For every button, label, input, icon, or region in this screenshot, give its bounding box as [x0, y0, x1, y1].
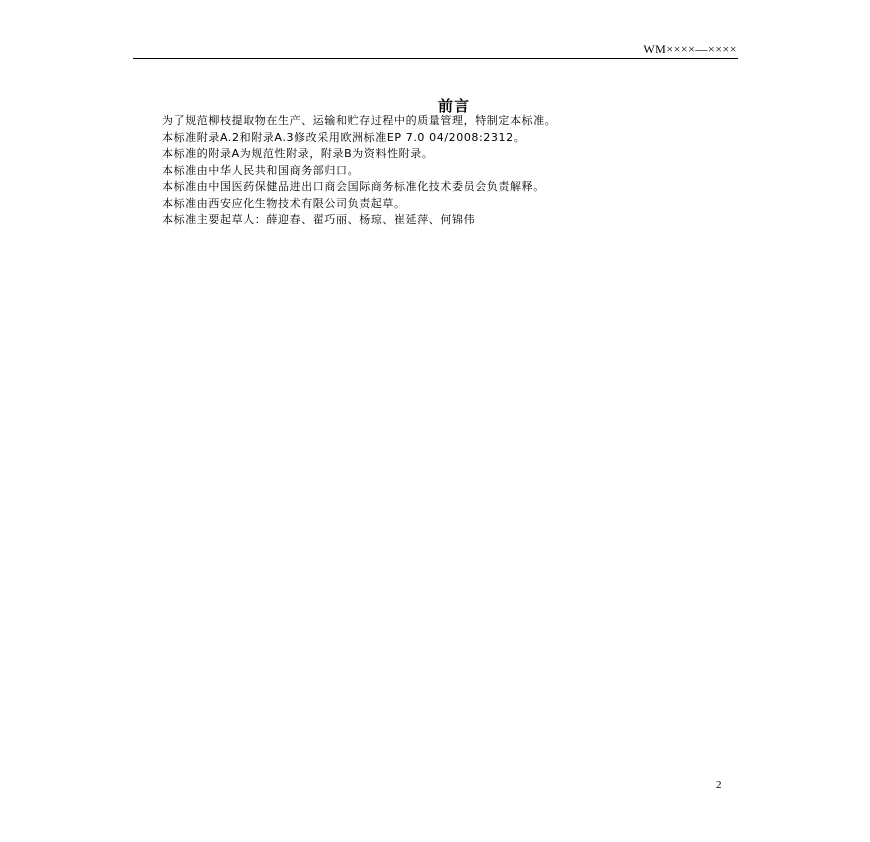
paragraph: 本标准由中华人民共和国商务部归口。 [162, 163, 360, 177]
foreword-body [162, 113, 732, 229]
paragraph: 本标准由中国医药保健品进出口商会国际商务标准化技术委员会负责解释。 [162, 180, 545, 193]
paragraph: 本标准附录A.2和附录A.3修改采用欧洲标准EP 7.0 04/2008:2312。 [162, 130, 526, 144]
header-divider [133, 58, 738, 59]
paragraph: 为了规范柳枝提取物在生产、运输和贮存过程中的质量管理，特制定本标准。 [162, 114, 557, 127]
standard-code-header: WM××××—×××× [643, 42, 737, 56]
page-number: 2 [716, 779, 722, 791]
paragraph: 本标准由西安应化生物技术有限公司负责起草。 [162, 196, 406, 210]
paragraph: 本标准的附录A为规范性附录，附录B为资料性附录。 [162, 147, 434, 160]
section-title: 前言 [437, 97, 470, 115]
paragraph: 本标准主要起草人：薛迎春、翟巧丽、杨琼、崔延萍、何锦伟 [162, 213, 476, 226]
